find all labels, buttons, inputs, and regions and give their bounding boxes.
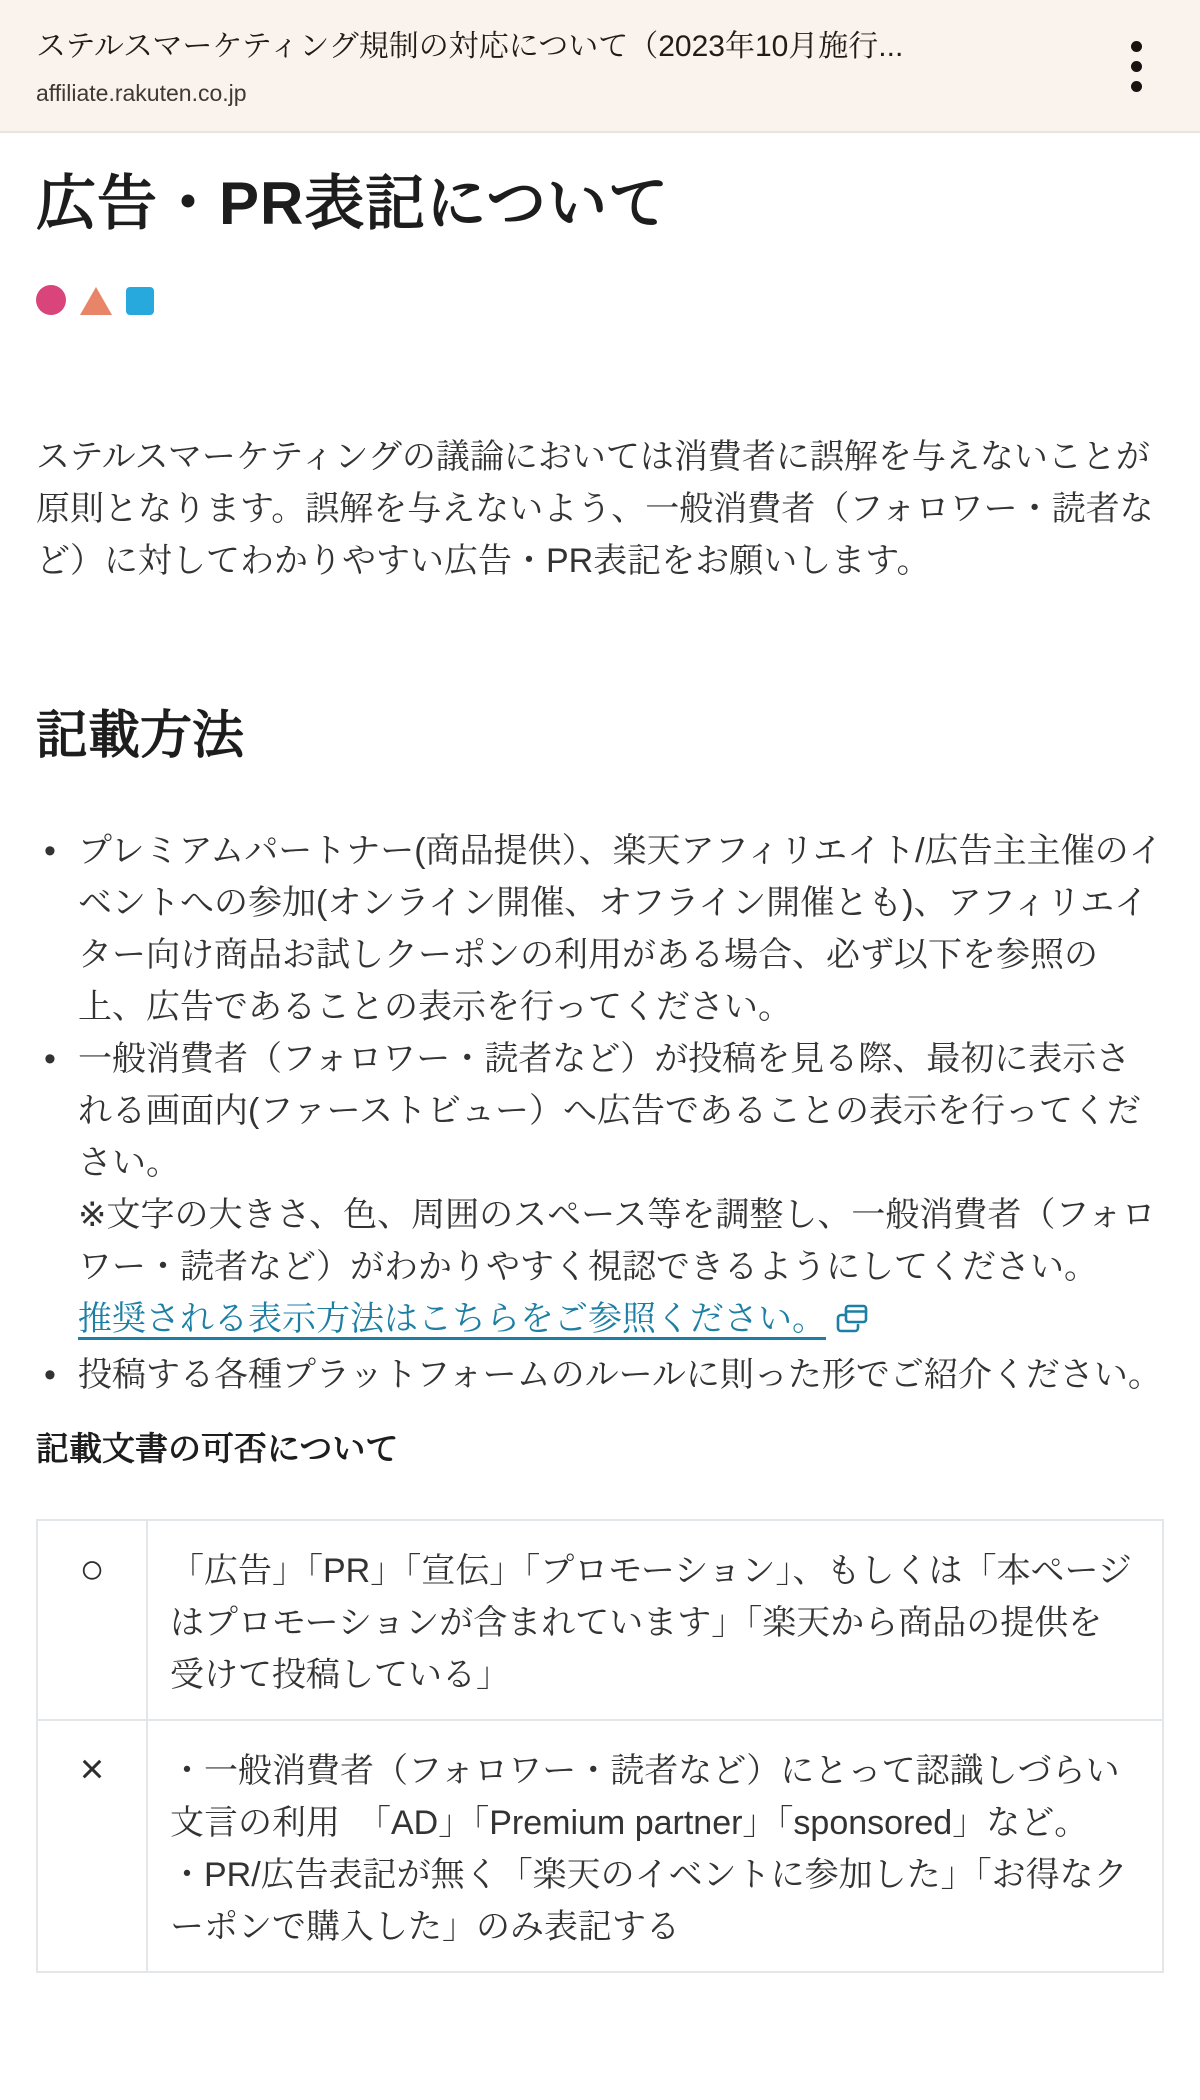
page-title: ステルスマーケティング規制の対応について（2023年10月施行... xyxy=(36,29,904,63)
list-item xyxy=(36,825,1164,1033)
cell-line: 「広告」「PR」「宣伝」「プロモーション」、もしくは「本ページはプロモーションが含まれています」「楽天から商品の提供を受けて投稿している」 xyxy=(170,1552,1132,1694)
rule-text: • 一般消費者（フォロワー・読者など）が投稿を見る際、最初に表示される画面内(ファーストビュー）へ広告であることの表示を行ってください。 xyxy=(78,1040,1141,1182)
intro-paragraph: ステルスマーケティングの議論においては消費者に誤解を与えないことが原則となります。誤解を与えないよう、一般消費者（フォロワー・読者など）に対してわかりやすい広告・PR表記をお願いします。 xyxy=(36,438,1154,580)
page-url: affiliate.rakuten.co.jp xyxy=(36,79,247,106)
notation-permission-table xyxy=(36,1519,1164,1973)
accent-shapes xyxy=(36,285,1164,315)
triangle-shape-icon xyxy=(80,287,112,315)
article-heading: 広告・PR表記について xyxy=(36,170,670,237)
recommended-display-link[interactable] xyxy=(78,1300,868,1338)
cell-line: ・PR/広告表記が無く「楽天のイベントに参加した」「お得なクーポンで購入した」のみ表記する xyxy=(170,1856,1128,1946)
external-link-icon xyxy=(836,1297,868,1349)
link-preview-texts xyxy=(36,27,1112,107)
document-body xyxy=(0,167,1200,2013)
cell-line: ・一般消費者（フォロワー・読者など）にとって認識しづらい文言の利用 「AD」「Premium partner」「sponsored」など。 xyxy=(170,1752,1120,1842)
link-preview-header[interactable] xyxy=(0,0,1200,133)
allowed-text-cell xyxy=(147,1520,1163,1720)
not-allowed-text-cell xyxy=(147,1720,1163,1972)
link-label: 推奨される表示方法はこちらをご参照ください。 xyxy=(78,1300,826,1338)
square-shape-icon xyxy=(126,287,154,315)
list-item xyxy=(36,1033,1164,1349)
rule-text: プレミアムパートナー(商品提供）、楽天アフィリエイト/広告主主催のイベントへの参加(オンライン開催、オフライン開催とも)、アフィリエイター向け商品お試しクーポンの利用がある場合、必ず以下を参照の上、広告であることの表示を行ってください。 xyxy=(78,832,1163,1026)
not-allowed-symbol: × xyxy=(37,1720,147,1972)
allowed-symbol: ○ xyxy=(37,1520,147,1720)
table-sub-heading: 記載文書の可否について xyxy=(36,1430,399,1467)
reference-link-line xyxy=(78,1293,1164,1349)
list-item xyxy=(36,1349,1164,1401)
kebab-menu-icon[interactable] xyxy=(1112,35,1160,98)
rule-text: 投稿する各種プラットフォームのルールに則った形でご紹介ください。 xyxy=(78,1356,1162,1394)
circle-shape-icon xyxy=(36,285,66,315)
rule-note: ※文字の大きさ、色、周囲のスペース等を調整し、一般消費者（フォロワー・読者など）がわかりやすく視認できるようにしてください。 xyxy=(78,1196,1156,1286)
table-row xyxy=(37,1520,1163,1720)
rules-list xyxy=(36,825,1164,1401)
table-row xyxy=(37,1720,1163,1972)
section-heading: 記載方法 xyxy=(36,707,245,765)
